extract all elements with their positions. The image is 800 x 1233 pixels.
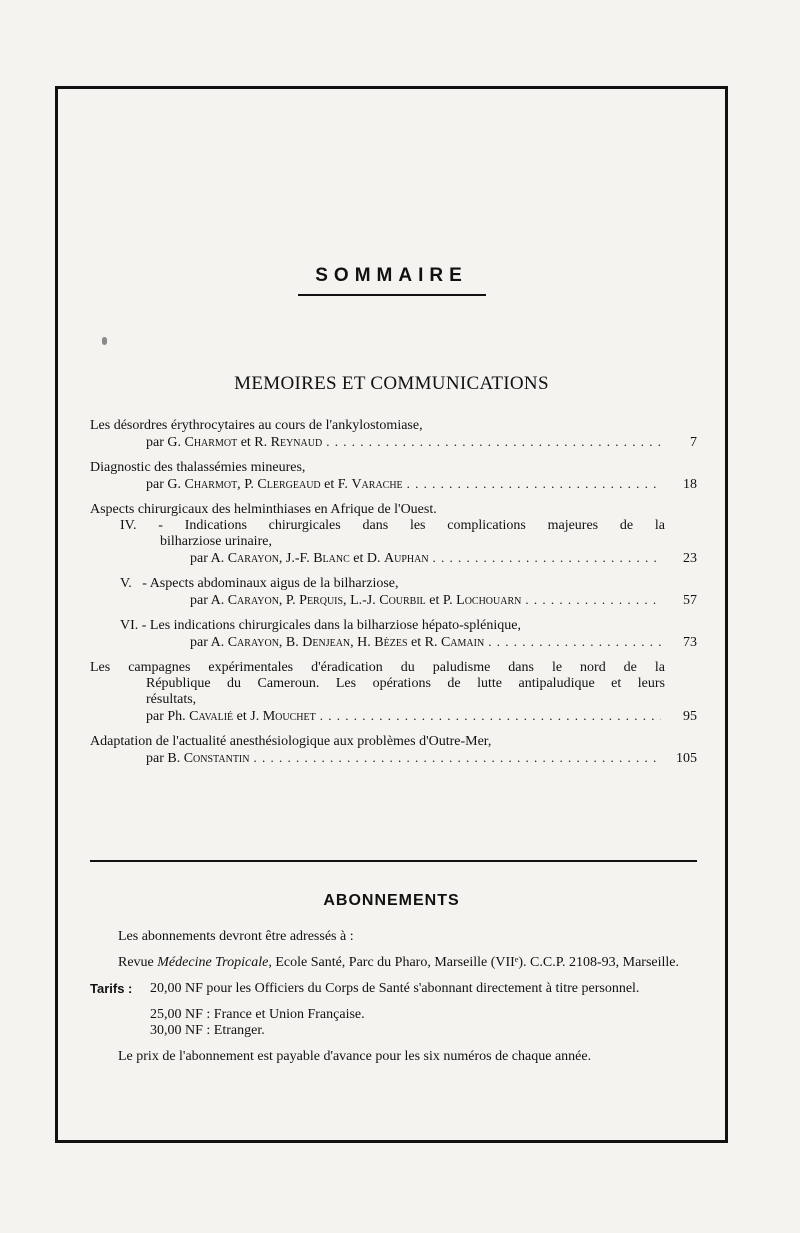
page-frame (55, 86, 728, 1143)
payment-note: Le prix de l'abonnement est payable d'avance pour les six numéros de chaque année. (118, 1049, 592, 1064)
page-number: 95 (683, 709, 697, 724)
entry-authors: par B. Constantin (146, 751, 250, 766)
tarifs-text: 20,00 NF pour les Officiers du Corps de Santé s'abonnant directement à titre personnel. (150, 981, 640, 996)
entry-authors: par A. Carayon, B. Denjean, H. Bèzes et R. Camain (190, 635, 485, 650)
toc-entry[interactable] (90, 618, 697, 651)
sommaire-underline (298, 294, 486, 296)
price-list (90, 1007, 697, 1039)
abonnements-section (90, 929, 697, 1075)
entry-title: VI. - Les indications chirurgicales dans la bilharziose hépato-splénique, (120, 618, 521, 633)
entry-title: Les campagnes expérimentales d'éradication du paludisme dans le nord de la (90, 660, 665, 675)
abonnements-address-intro: Les abonnements devront être adressés à : (118, 929, 354, 944)
toc-entry[interactable] (90, 734, 697, 767)
page-number: 18 (683, 477, 697, 492)
page-number: 105 (676, 751, 697, 766)
entry-title-cont: République du Cameroun. Les opérations de lutte antipaludique et leurs (146, 676, 665, 691)
ink-spot (102, 337, 107, 345)
entry-subtitle: IV. - Indications chirurgicales dans les complications majeures de la (120, 518, 665, 533)
toc-entry[interactable] (90, 418, 697, 451)
entry-title: Adaptation de l'actualité anesthésiologique aux problèmes d'Outre-Mer, (90, 734, 492, 749)
entry-title: Aspects chirurgicaux des helminthiases en Afrique de l'Ouest. (90, 502, 437, 517)
abonnements-heading: ABONNEMENTS (323, 892, 460, 909)
toc-entry[interactable] (90, 502, 697, 567)
table-of-contents (90, 418, 697, 776)
dot-leader (433, 550, 661, 566)
section-title: MEMOIRES ET COMMUNICATIONS (234, 373, 549, 394)
dot-leader (525, 592, 661, 608)
entry-title: V. - Aspects abdominaux aigus de la bilharziose, (120, 576, 399, 591)
page-number: 73 (683, 635, 697, 650)
tarifs-block (90, 981, 697, 997)
entry-title: Diagnostic des thalassémies mineures, (90, 460, 306, 475)
page-number: 23 (683, 551, 697, 566)
dot-leader (253, 750, 661, 766)
dot-leader (326, 434, 661, 450)
toc-entry[interactable] (90, 460, 697, 493)
entry-subtitle-cont: bilharziose urinaire, (160, 534, 272, 549)
page-number: 7 (690, 435, 697, 450)
toc-entry[interactable] (90, 576, 697, 609)
entry-authors: par G. Charmot et R. Reynaud (146, 435, 323, 450)
section-divider (90, 860, 697, 862)
toc-entry[interactable] (90, 660, 697, 725)
entry-authors: par Ph. Cavalié et J. Mouchet (146, 709, 316, 724)
sommaire-heading: SOMMAIRE (315, 265, 468, 286)
price-etranger: 30,00 NF : Etranger. (150, 1023, 265, 1038)
entry-authors: par A. Carayon, P. Perquis, L.-J. Courbil et P. Lochouarn (190, 593, 522, 608)
entry-title: Les désordres érythrocytaires au cours de l'ankylostomiase, (90, 418, 423, 433)
price-france: 25,00 NF : France et Union Française. (150, 1007, 365, 1022)
abonnements-address: Revue Médecine Tropicale, Ecole Santé, Parc du Pharo, Marseille (VIIᵉ). C.C.P. 2108-93, Marseille. (118, 955, 679, 970)
entry-authors: par A. Carayon, J.-F. Blanc et D. Auphan (190, 551, 429, 566)
entry-title-cont: résultats, (146, 692, 197, 707)
tarifs-label: Tarifs : (90, 981, 133, 996)
dot-leader (320, 708, 661, 724)
page-number: 57 (683, 593, 697, 608)
dot-leader (407, 476, 661, 492)
dot-leader (488, 634, 661, 650)
entry-authors: par G. Charmot, P. Clergeaud et F. Varache (146, 477, 403, 492)
